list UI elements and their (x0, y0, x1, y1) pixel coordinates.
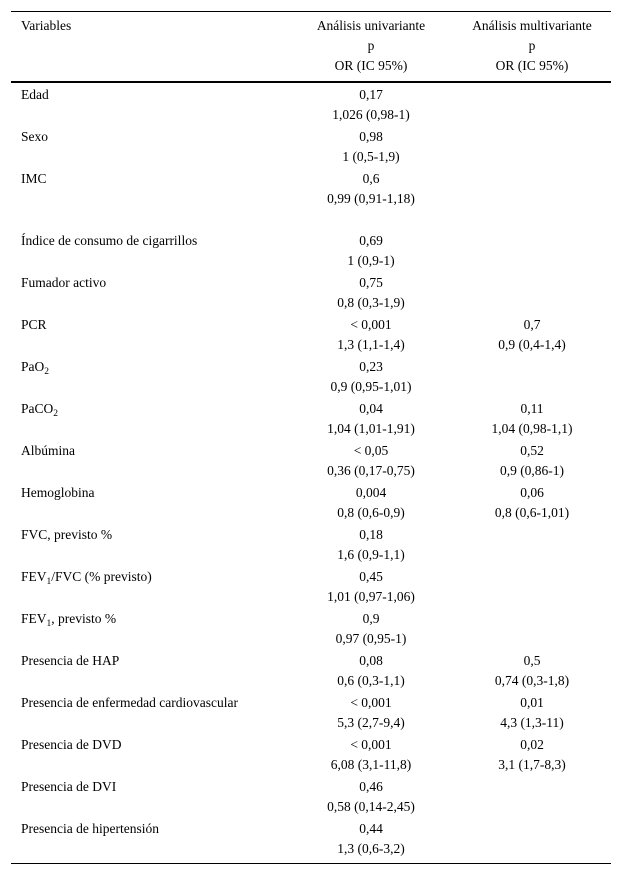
row-label-subscript: 1 (46, 577, 52, 587)
row-label-text: Presencia de hipertensión (21, 821, 159, 836)
multivariate-cell (461, 693, 603, 733)
header-variables: Variables (21, 18, 72, 33)
univariate-cell (301, 399, 441, 439)
row-label-text: Hemoglobina (21, 485, 95, 500)
header-multivariate-title: Análisis multivariante (472, 18, 592, 33)
univariate-p: 0,46 (359, 779, 383, 794)
row-label (21, 609, 116, 629)
row-label (21, 399, 58, 419)
table-row (11, 85, 611, 125)
univariate-cell (301, 315, 441, 355)
multivariate-p: 0,01 (520, 695, 544, 710)
row-label-text: Fumador activo (21, 275, 107, 290)
table-row (11, 127, 611, 167)
row-label-text: PaCO (21, 401, 54, 416)
row-label (21, 169, 47, 189)
univariate-cell (301, 525, 441, 565)
multivariate-or: 0,9 (0,4-1,4) (498, 337, 566, 352)
row-label-text: Edad (21, 87, 49, 102)
row-label-subscript: 2 (44, 367, 49, 377)
univariate-p: 0,69 (359, 233, 383, 248)
univariate-or: 0,36 (0,17-0,75) (327, 463, 415, 478)
table-row (11, 357, 611, 397)
multivariate-or: 0,74 (0,3-1,8) (494, 673, 570, 688)
multivariate-cell (461, 399, 603, 439)
row-label (21, 735, 121, 755)
row-label-text: Sexo (21, 129, 48, 144)
table-row (11, 483, 611, 523)
multivariate-cell (461, 735, 603, 775)
univariate-or: 0,6 (0,3-1,1) (337, 673, 405, 688)
univariate-or: 1,01 (0,97-1,06) (327, 589, 415, 604)
table-row (11, 525, 611, 565)
row-label-subscript: 1 (46, 619, 52, 629)
multivariate-p: 0,02 (520, 737, 544, 752)
table-row (11, 693, 611, 733)
row-label (21, 651, 119, 671)
table-row (11, 819, 611, 859)
univariate-or: 0,58 (0,14-2,45) (327, 799, 415, 814)
univariate-cell (301, 819, 441, 859)
univariate-p: 0,08 (359, 653, 383, 668)
univariate-cell (301, 231, 441, 271)
row-label-subscript: 2 (53, 409, 59, 419)
multivariate-p: 0,06 (520, 485, 544, 500)
row-label-text: Índice de consumo de cigarrillos (21, 233, 198, 248)
header-univariate (301, 16, 441, 76)
univariate-p: 0,9 (362, 611, 380, 626)
row-label (21, 315, 47, 335)
multivariate-cell (461, 441, 603, 481)
univariate-or: 0,97 (0,95-1) (335, 631, 407, 646)
header-multivariate-or: OR (IC 95%) (495, 58, 569, 73)
multivariate-or: 0,8 (0,6-1,01) (494, 505, 570, 520)
multivariate-cell (461, 483, 603, 523)
table-row (11, 651, 611, 691)
univariate-p: < 0,001 (350, 737, 392, 752)
univariate-p: < 0,05 (353, 443, 389, 458)
row-label-text: Presencia de HAP (21, 653, 120, 668)
multivariate-p: 0,7 (523, 317, 541, 332)
multivariate-cell (461, 315, 603, 355)
univariate-p: 0,44 (359, 821, 383, 836)
row-label (21, 273, 106, 293)
univariate-p: 0,45 (359, 569, 383, 584)
row-label (21, 441, 75, 461)
univariate-or: 0,99 (0,91-1,18) (327, 191, 415, 206)
multivariate-or: 3,1 (1,7-8,3) (498, 757, 566, 772)
row-label (21, 567, 152, 587)
univariate-p: 0,98 (359, 129, 383, 144)
univariate-or: 0,8 (0,3-1,9) (337, 295, 405, 310)
row-label-text: PCR (21, 317, 47, 332)
table-row (11, 735, 611, 775)
row-label (21, 819, 159, 839)
univariate-cell (301, 693, 441, 733)
multivariate-or: 1,04 (0,98-1,1) (491, 421, 573, 436)
row-label (21, 85, 49, 105)
row-label-text: FEV (21, 611, 47, 626)
multivariate-p: 0,11 (520, 401, 544, 416)
table-row (11, 567, 611, 607)
row-label-text: FEV (21, 569, 47, 584)
table-row (11, 315, 611, 355)
row-label (21, 693, 238, 713)
row-label (21, 127, 48, 147)
row-label-text: Presencia de enfermedad cardiovascular (21, 695, 239, 710)
univariate-p: < 0,001 (350, 695, 392, 710)
univariate-p: 0,23 (359, 359, 383, 374)
univariate-cell (301, 735, 441, 775)
row-label-rest: /FVC (% previsto) (51, 569, 152, 584)
table-top-rule (11, 11, 611, 12)
header-univariate-title: Análisis univariante (316, 18, 426, 33)
table-row (11, 169, 611, 209)
univariate-p: 0,75 (359, 275, 383, 290)
table-row (11, 399, 611, 439)
multivariate-or: 0,9 (0,86-1) (499, 463, 565, 478)
univariate-or: 1 (0,5-1,9) (342, 149, 400, 164)
table-row (11, 273, 611, 313)
univariate-p: 0,18 (359, 527, 383, 542)
table-row (11, 609, 611, 649)
row-label (21, 357, 49, 377)
row-label (21, 483, 95, 503)
univariate-or: 1,3 (1,1-1,4) (337, 337, 405, 352)
univariate-cell (301, 169, 441, 209)
univariate-cell (301, 651, 441, 691)
univariate-or: 5,3 (2,7-9,4) (337, 715, 405, 730)
univariate-p: < 0,001 (350, 317, 392, 332)
row-label-text: IMC (21, 171, 47, 186)
row-label-text: Presencia de DVI (21, 779, 117, 794)
table-row (11, 441, 611, 481)
table-row (11, 777, 611, 817)
univariate-cell (301, 85, 441, 125)
univariate-p: 0,17 (359, 87, 383, 102)
table-header-rule (11, 81, 611, 83)
row-label-text: Presencia de DVD (21, 737, 122, 752)
header-multivariate-p: p (528, 38, 536, 53)
univariate-cell (301, 127, 441, 167)
row-label (21, 525, 112, 545)
univariate-p: 0,04 (359, 401, 383, 416)
univariate-or: 0,9 (0,95-1,01) (330, 379, 412, 394)
univariate-or: 6,08 (3,1-11,8) (330, 757, 412, 772)
row-label-text: PaO (21, 359, 45, 374)
univariate-cell (301, 357, 441, 397)
table-row (11, 231, 611, 271)
univariate-cell (301, 483, 441, 523)
row-label (21, 777, 116, 797)
multivariate-p: 0,5 (523, 653, 541, 668)
univariate-or: 0,8 (0,6-0,9) (337, 505, 405, 520)
header-univariate-or: OR (IC 95%) (334, 58, 408, 73)
univariate-or: 1,3 (0,6-3,2) (337, 841, 405, 856)
header-univariate-p: p (367, 38, 375, 53)
univariate-cell (301, 567, 441, 607)
table-bottom-rule (11, 863, 611, 864)
row-label (21, 231, 197, 251)
univariate-or: 1,026 (0,98-1) (332, 107, 410, 122)
univariate-cell (301, 441, 441, 481)
row-label-text: Albúmina (21, 443, 75, 458)
univariate-p: 0,6 (362, 171, 380, 186)
univariate-cell (301, 609, 441, 649)
multivariate-p: 0,52 (520, 443, 544, 458)
univariate-or: 1 (0,9-1) (347, 253, 395, 268)
univariate-or: 1,6 (0,9-1,1) (337, 547, 405, 562)
row-label-rest: , previsto % (51, 611, 117, 626)
row-label-text: FVC, previsto % (21, 527, 113, 542)
multivariate-or: 4,3 (1,3-11) (500, 715, 564, 730)
univariate-cell (301, 777, 441, 817)
multivariate-cell (461, 651, 603, 691)
univariate-cell (301, 273, 441, 313)
header-multivariate (461, 16, 603, 76)
univariate-p: 0,004 (355, 485, 387, 500)
results-table (11, 11, 611, 865)
univariate-or: 1,04 (1,01-1,91) (327, 421, 415, 436)
